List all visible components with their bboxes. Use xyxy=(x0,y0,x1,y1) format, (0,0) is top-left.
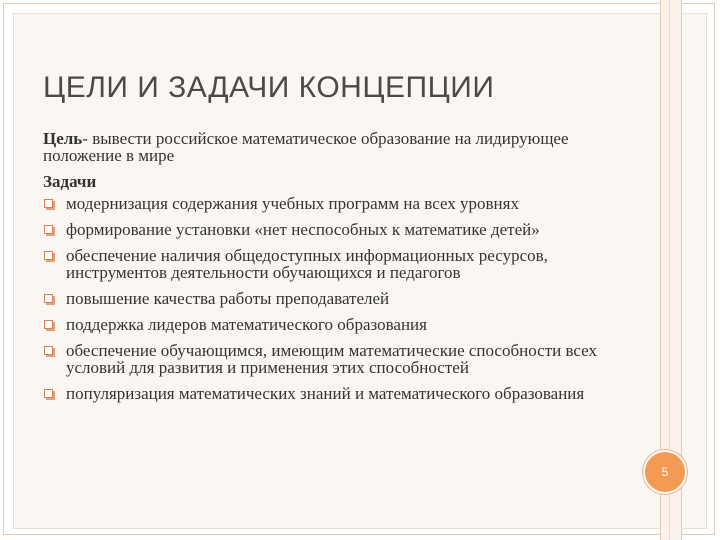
square-bullet-icon xyxy=(44,389,53,398)
task-text: модернизация содержания учебных программ на всех уровнях xyxy=(66,194,519,213)
page-number-badge: 5 xyxy=(643,450,687,494)
slide-content xyxy=(43,130,623,411)
task-text: повышение качества работы преподавателей xyxy=(66,289,390,308)
tasks-heading: Задачи xyxy=(43,172,97,191)
list-item xyxy=(43,385,623,402)
square-bullet-icon xyxy=(44,251,53,260)
task-text: популяризация математических знаний и математического образования xyxy=(66,384,585,403)
list-item xyxy=(43,316,623,333)
list-item xyxy=(43,247,623,281)
goal-text: - вывести российское математическое образование на лидирующее положение в мире xyxy=(43,129,569,165)
task-text: поддержка лидеров математического образования xyxy=(66,315,427,334)
list-item xyxy=(43,221,623,238)
list-item xyxy=(43,342,623,376)
task-text: обеспечение обучающимся, имеющим математические способности всех условий для развития и применения этих способностей xyxy=(66,341,597,377)
square-bullet-icon xyxy=(44,320,53,329)
tasks-list xyxy=(43,195,623,402)
square-bullet-icon xyxy=(44,294,53,303)
list-item xyxy=(43,290,623,307)
square-bullet-icon xyxy=(44,225,53,234)
slide-title: ЦЕЛИ И ЗАДАЧИ КОНЦЕПЦИИ xyxy=(43,71,495,104)
goal-paragraph xyxy=(43,130,623,164)
list-item xyxy=(43,195,623,212)
square-bullet-icon xyxy=(44,346,53,355)
task-text: формирование установки «нет неспособных к математике детей» xyxy=(66,220,540,239)
goal-label: Цель xyxy=(43,129,83,148)
task-text: обеспечение наличия общедоступных информационных ресурсов, инструментов деятельности обучающихся и педагогов xyxy=(66,246,548,282)
square-bullet-icon xyxy=(44,199,53,208)
